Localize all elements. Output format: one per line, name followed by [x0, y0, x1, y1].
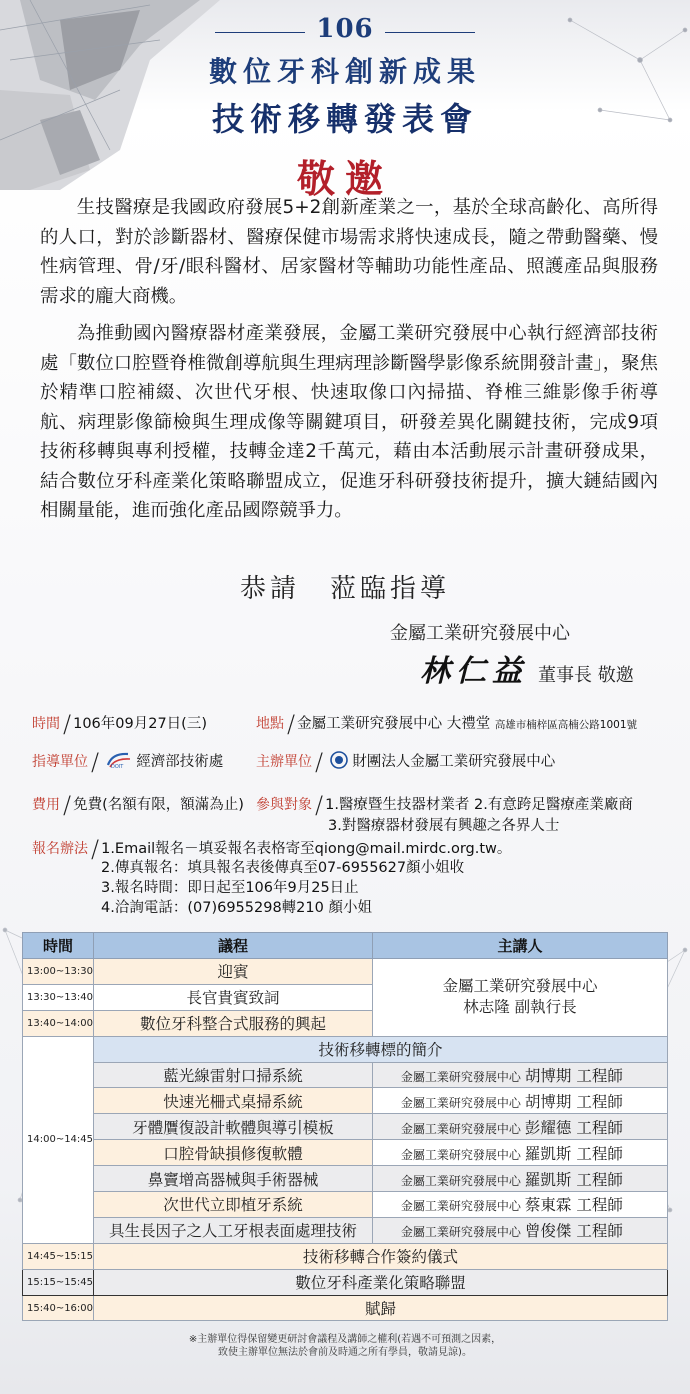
paragraph-text: 生技醫療是我國政府發展5+2創新產業之一，基於全球高齡化、高所得的人口，對於診斷器材、醫療保健市場需求將快速成長，隨之帶動醫藥、慢性病管理、骨/牙/眼科醫材、居家醫材等輔助功能性產品、照護產品與服務需求的龐大商機。: [40, 197, 658, 307]
info-guide: 指導單位 / DOIT 經濟部技術處: [32, 748, 224, 776]
agenda-table: [22, 932, 668, 1321]
row-item: 次世代立即植牙系統: [94, 1192, 373, 1218]
footnote-line: ※主辦單位得保留變更研討會議程及講師之權利(若遇不可預測之因素，: [188, 1334, 502, 1345]
place-value: 金屬工業研究發展中心 大禮堂: [297, 716, 491, 732]
speaker-name: 胡博期 工程師: [524, 1067, 623, 1085]
fee-label: 費用: [32, 797, 60, 813]
opening-speaker: [372, 959, 667, 1037]
speaker-name: 蔡東霖 工程師: [524, 1196, 623, 1215]
row-item: 數位牙科產業化策略聯盟: [94, 1269, 668, 1295]
event-title-line1: 數位牙科創新成果: [208, 55, 481, 88]
speaker-org: 金屬工業研究發展中心: [400, 1225, 521, 1240]
header-time: 時間: [23, 933, 94, 959]
row-time: 13:40~14:00: [23, 1010, 94, 1036]
target-label: 參與對象: [256, 797, 312, 813]
intro-paragraph-1: [40, 193, 658, 311]
table-row: [23, 1088, 668, 1114]
speaker-org: 金屬工業研究發展中心: [400, 1095, 521, 1110]
row-speaker: [372, 1217, 667, 1243]
row-speaker: [372, 1192, 667, 1218]
year-row: [0, 14, 690, 44]
info-host: 主辦單位 / 財團法人金屬工業研究發展中心: [256, 748, 556, 776]
speaker-org: 金屬工業研究發展中心: [442, 977, 598, 996]
speaker-org: 金屬工業研究發展中心: [400, 1121, 521, 1136]
row-speaker: [372, 1088, 667, 1114]
info-target: 參與對象 / 1.醫療暨生技器材業者 2.有意跨足醫療產業廠商: [256, 791, 633, 819]
row-time: 13:30~13:40: [23, 984, 94, 1010]
fee-value: 免費(名額有限，額滿為止): [73, 797, 244, 813]
row-item: 藍光線雷射口掃系統: [94, 1062, 373, 1088]
event-header: [0, 14, 690, 140]
header-agenda: 議程: [94, 933, 373, 959]
row-time: 15:40~16:00: [23, 1295, 94, 1321]
footnote: [0, 1333, 690, 1359]
reg-line: 2.傳真報名：填具報名表後傳真至07-6955627顏小姐收: [101, 860, 465, 876]
signature-title: 董事長 敬邀: [538, 665, 634, 686]
speaker-name: 林志隆 副執行長: [463, 998, 577, 1017]
row-item: 快速光柵式桌掃系統: [94, 1088, 373, 1114]
row-item: 迎賓: [94, 959, 373, 985]
reg-line: 4.洽詢電話：(07)6955298轉210 顏小姐: [101, 900, 372, 916]
greeting-heading: 敬邀: [296, 156, 393, 201]
signature-name: 林仁益: [420, 654, 528, 689]
table-row: [23, 1192, 668, 1218]
speaker-org: 金屬工業研究發展中心: [400, 1070, 521, 1084]
doit-logo-text: DOIT: [110, 764, 124, 769]
table-row: [23, 1243, 668, 1269]
speaker-name: 羅凱斯 工程師: [524, 1144, 623, 1163]
row-speaker: [372, 1062, 667, 1088]
table-header-row: [23, 933, 668, 959]
table-row: [23, 1269, 668, 1295]
reg-label: 報名辦法: [32, 841, 88, 857]
row-time: 13:00~13:30: [23, 959, 94, 985]
speaker-org: 金屬工業研究發展中心: [400, 1147, 521, 1162]
place-label: 地點: [256, 716, 284, 732]
table-row: [23, 1217, 668, 1243]
signature-row: [420, 646, 634, 690]
table-row: [23, 959, 668, 985]
info-place: 地點 / 金屬工業研究發展中心 大禮堂 高雄市楠梓區高楠公路1001號: [256, 710, 638, 738]
mirdc-logo-icon: [330, 751, 348, 769]
time-label: 時間: [32, 716, 60, 732]
table-row: [23, 1036, 668, 1062]
intro-paragraph-2: [40, 319, 658, 526]
info-registration: 報名辦法 / 1.Email報名－填妥報名表格寄至qiong@mail.mirdc.org.tw。: [32, 835, 512, 863]
invitation-line: 恭請 蒞臨指導: [239, 574, 450, 604]
speaker-name: 曾俊傑 工程師: [524, 1222, 623, 1241]
row-item: 具生長因子之人工牙根表面處理技術: [94, 1217, 373, 1243]
tech-section-header: 技術移轉標的簡介: [94, 1036, 668, 1062]
row-speaker: [372, 1114, 667, 1140]
header-speaker: 主講人: [372, 933, 667, 959]
row-item: 長官貴賓致詞: [94, 984, 373, 1010]
divider: [385, 32, 475, 33]
guide-value: 經濟部技術處: [136, 754, 224, 770]
time-value: 106年09月27日(三): [73, 716, 207, 732]
place-address: 高雄市楠梓區高楠公路1001號: [494, 719, 638, 731]
divider: [215, 32, 305, 33]
table-row: [23, 1062, 668, 1088]
year-number: 106: [316, 14, 374, 44]
speaker-name: 胡博期 工程師: [524, 1092, 623, 1111]
footnote-line: 致使主辦單位無法於會前及時通之所有學員，敬請見諒)。: [218, 1347, 472, 1358]
table-row: [23, 1114, 668, 1140]
target-line2: 3.對醫療器材發展有興趣之各界人士: [328, 818, 560, 834]
reg-line: 1.Email報名－填妥報名表格寄至qiong@mail.mirdc.org.tw。: [101, 841, 512, 857]
info-fee: 費用 / 免費(名額有限，額滿為止): [32, 791, 244, 819]
host-label: 主辦單位: [256, 754, 312, 770]
table-row: [23, 1166, 668, 1192]
row-item: 鼻竇增高器械與手術器械: [94, 1166, 373, 1192]
row-time: 14:45~15:15: [23, 1243, 94, 1269]
speaker-name: 羅凱斯 工程師: [524, 1170, 623, 1189]
target-line1: 1.醫療暨生技器材業者 2.有意跨足醫療產業廠商: [325, 797, 633, 813]
row-item: 賦歸: [94, 1295, 668, 1321]
table-row: [23, 1295, 668, 1321]
table-row: [23, 1140, 668, 1166]
speaker-org: 金屬工業研究發展中心: [400, 1173, 521, 1188]
row-item: 技術移轉合作簽約儀式: [94, 1243, 668, 1269]
paragraph-text: 為推動國內醫療器材產業發展，金屬工業研究發展中心執行經濟部技術處「數位口腔暨脊椎微創導航與生理病理診斷醫學影像系統開發計畫」，聚焦於精準口腔補綴、次世代牙根、快速取像口內掃描、脊椎三維影像手術導航、病理影像篩檢與生理成像等關鍵項目，研發差異化關鍵技術，完成9項技術移轉與專利授權，技轉金達2千萬元，藉由本活動展示計畫研發成果，結合數位牙科產業化策略聯盟成立，促進牙科研發技術提升，擴大鏈結國內相關量能，進而強化產品國際競爭力。: [40, 323, 658, 521]
row-item: 牙體贋復設計軟體與導引模板: [94, 1114, 373, 1140]
row-time: 15:15~15:45: [23, 1269, 94, 1295]
doit-logo-icon: [106, 751, 132, 769]
info-time: 時間 / 106年09月27日(三): [32, 710, 207, 738]
guide-label: 指導單位: [32, 754, 88, 770]
host-value: 財團法人金屬工業研究發展中心: [352, 754, 556, 770]
reg-line: 3.報名時間：即日起至106年9月25日止: [101, 880, 359, 896]
event-title-line2: 技術移轉發表會: [211, 100, 478, 138]
row-speaker: [372, 1166, 667, 1192]
row-item: 口腔骨缺損修復軟體: [94, 1140, 373, 1166]
speaker-name: 彭耀德 工程師: [524, 1118, 623, 1137]
speaker-org: 金屬工業研究發展中心: [400, 1199, 521, 1214]
row-speaker: [372, 1140, 667, 1166]
row-item: 數位牙科整合式服務的興起: [94, 1010, 373, 1036]
row-time: 14:00~14:45: [23, 1036, 94, 1243]
signature-org: 金屬工業研究發展中心: [390, 623, 570, 644]
